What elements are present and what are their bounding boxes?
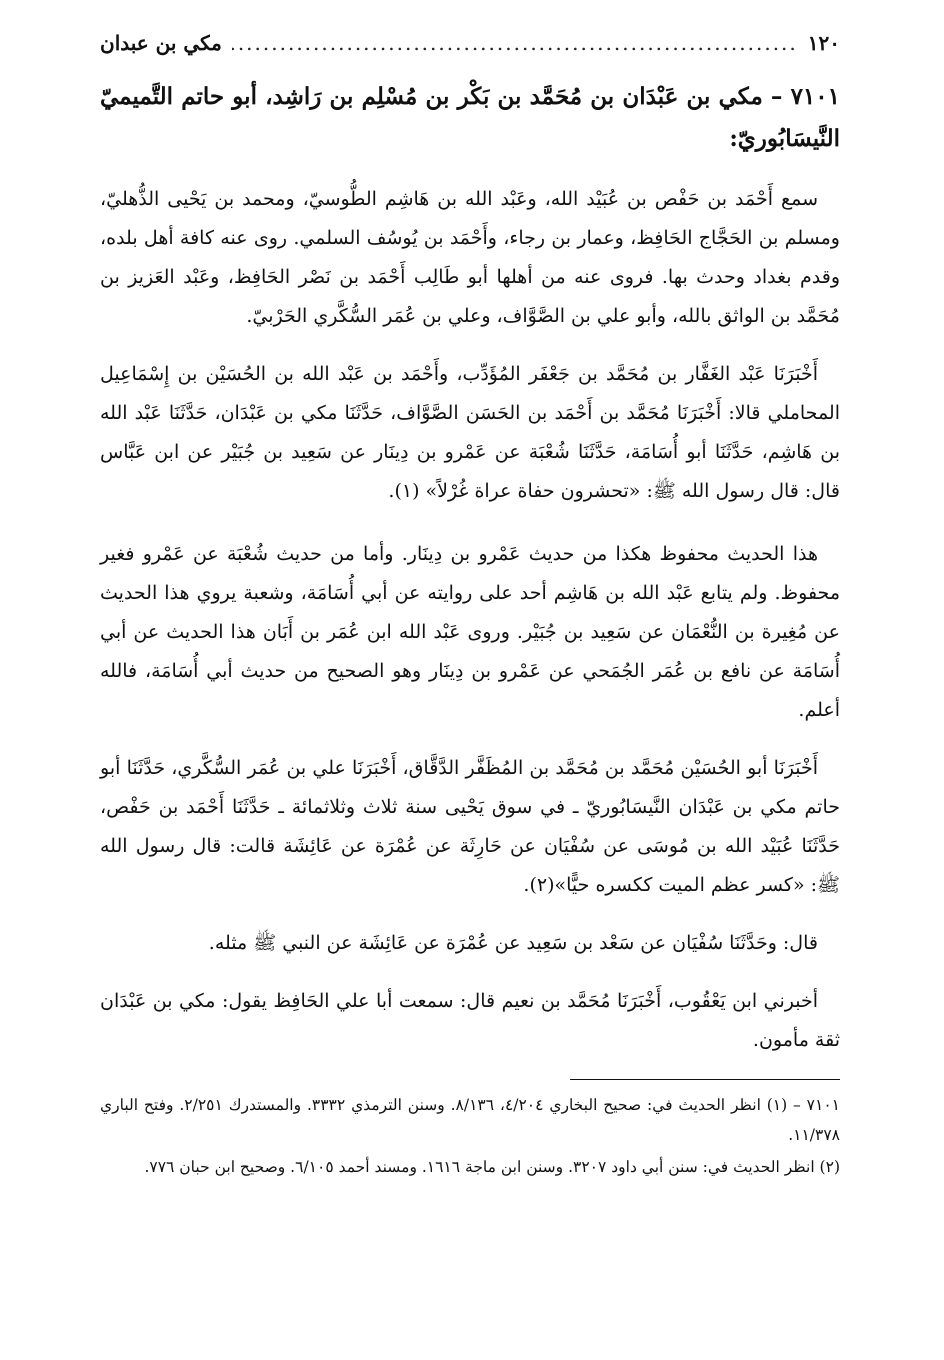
paragraph-reliability-statement: أخبرني ابن يَعْقُوب، أَخْبَرَنَا مُحَمَّد بن نعيم قال: سمعت أبا علي الحَافِظ يقول: مكي بن عَبْدَان ثقة مأمون. [100,990,840,1051]
running-header [100,28,840,58]
entry-heading: ٧١٠١ – مكي بن عَبْدَان بن مُحَمَّد بن بَكْر بن مُسْلِم بن رَاشِد، أبو حاتم التَّميميّ النَّيسَابُوريّ: [100,83,840,152]
running-title: مكي بن عبدان [100,31,222,55]
book-page [100,28,840,1182]
paragraph-biography: سمع أَحْمَد بن حَفْص بن عُبَيْد الله، وعَبْد الله بن هَاشِم الطُّوسيّ، ومحمد بن يَحْيى الذُّهليّ، ومسلم بن الحَجَّاج الحَافِظ، وعمار بن رجاء، وأَحْمَد بن يُوسُف السلمي. روى عنه كافة أهل بلده، وقدم بغداد وحدث بها. فروى عنه من أهلها أبو طَالِب أَحْمَد بن نَصْر الحَافِظ، وعَبْد العَزيز بن مُحَمَّد بن الواثق بالله، وأبو علي بن الصَّوَّاف، وعلي بن عُمَر السُّكَّري الحَرْبيّ. [100,188,840,327]
footnote-separator [570,1079,840,1080]
footnote-2: (٢) انظر الحديث في: سنن أبي داود ٣٢٠٧. وسنن ابن ماجة ١٦١٦. ومسند أحمد ٦/١٠٥. وصحيح ابن حبان ٧٧٦. [144,1158,840,1176]
dot-leader [232,28,798,58]
footnotes [100,1090,840,1182]
page-number: ١٢٠ [807,31,840,55]
paragraph-hadith-isnad-3: قال: وحَدَّثَنَا سُفْيَان عن سَعْد بن سَعِيد عن عُمْرَة عن عَائِشَة عن النبي ﷺ مثله. [208,932,818,954]
paragraph-hadith-isnad-2: أَخْبَرَنَا أبو الحُسَيْن مُحَمَّد بن مُحَمَّد بن المُظَفَّر الدَّقَّاق، أَخْبَرَنَا علي بن عُمَر السُّكَّري، حَدَّثَنَا أبو حاتم مكي بن عَبْدَان النَّيسَابُوريّ ـ في سوق يَحْيى سنة ثلاث وثلاثمائة ـ حَدَّثَنَا أَحْمَد بن حَفْص، حَدَّثَنَا عُبَيْد الله بن مُوسَى عن سُفْيَان عن حَارِثَة عن عُمْرَة عن عَائِشَة قالت: قال رسول الله ﷺ: «كسر عظم الميت ككسره حيًّا»(٢). [100,757,840,896]
footnote-1: ٧١٠١ – (١) انظر الحديث في: صحيح البخاري ٤/٢٠٤، ٨/١٣٦. وسنن الترمذي ٣٣٣٢. والمستدرك ٢/٢٥١. وفتح الباري ١١/٣٧٨. [100,1096,840,1144]
paragraph-hadith-isnad-1: أَخْبَرَنَا عَبْد الغَفَّار بن مُحَمَّد بن جَعْفَر المُؤَدِّب، وأَحْمَد بن عَبْد الله بن الحُسَيْن بن إِسْمَاعِيل المحاملي قالا: أَخْبَرَنَا مُحَمَّد بن أَحْمَد بن الحَسَن الصَّوَّاف، حَدَّثَنَا مكي بن عَبْدَان، حَدَّثَنَا عَبْد الله بن هَاشِم، حَدَّثَنَا أبو أُسَامَة، حَدَّثَنَا شُعْبَة عن عَمْرو بن دِينَار عن سَعِيد بن جُبَيْر عن ابن عَبَّاس قال: قال رسول الله ﷺ: «تحشرون حفاة عراة غُرْلاً» (١). [100,363,840,502]
paragraph-hadith-commentary: هذا الحديث محفوظ هكذا من حديث عَمْرو بن دِينَار. وأما من حديث شُعْبَة عن عَمْرو فغير محفوظ. ولم يتابع عَبْد الله بن هَاشِم أحد على روايته عن أبي أُسَامَة، وشعبة يروي هذا الحديث عن مُغِيرة بن النُّعْمَان عن سَعِيد بن جُبَيْر. وروى عَبْد الله ابن عُمَر بن أَبَان هذا الحديث عن أبي أُسَامَة عن نافع بن عُمَر الجُمَحي عن عَمْرو بن دِينَار وهو الصحيح من حديث أبي أُسَامَة، فالله أعلم. [100,543,840,721]
